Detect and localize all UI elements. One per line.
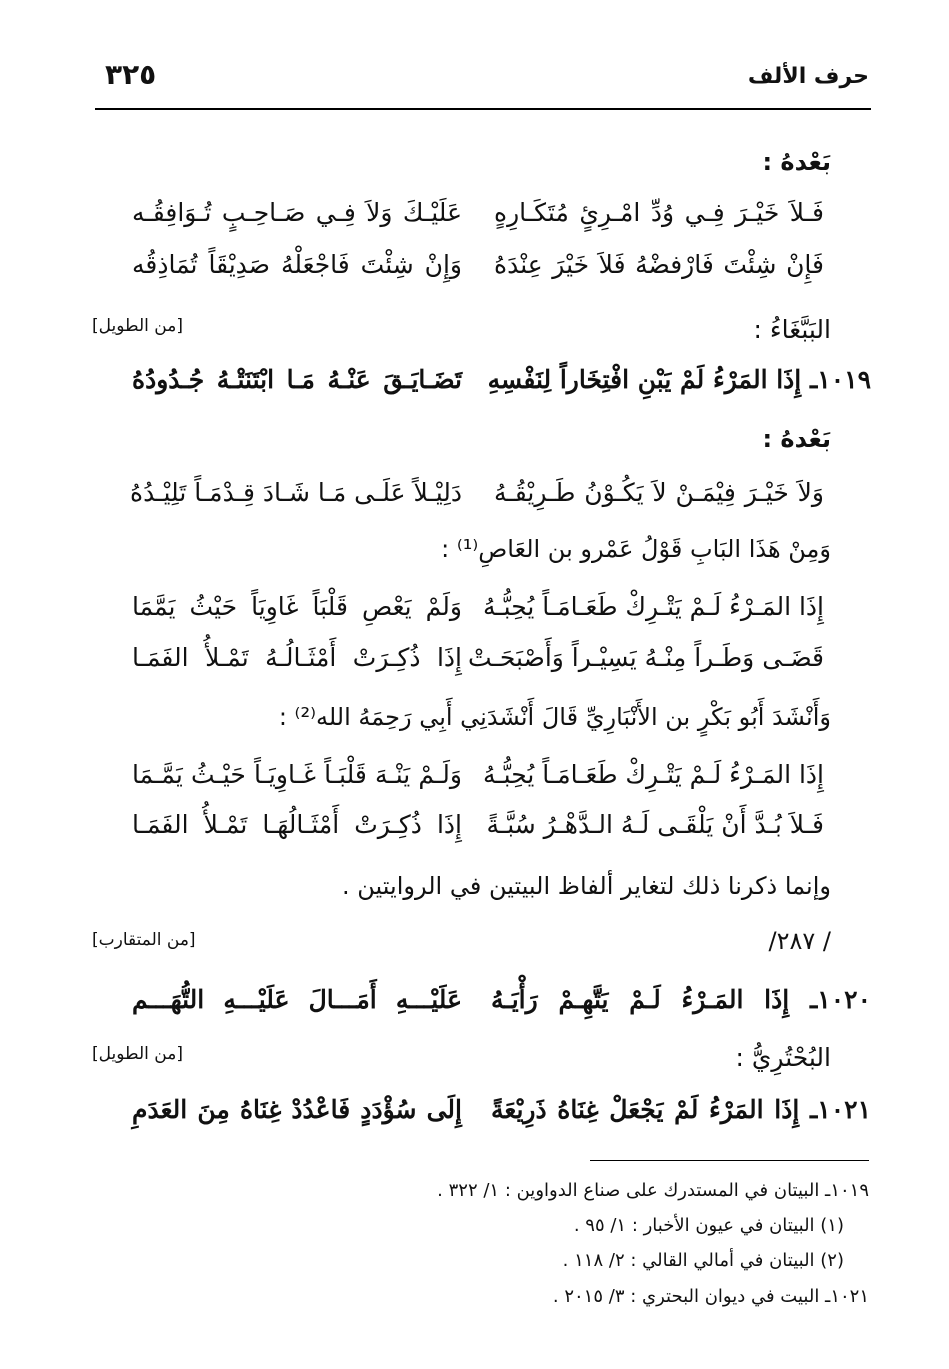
page-number: ٣٢٥ bbox=[105, 58, 157, 91]
verse-hemistich-left: وَلَمْ يَعْصِ قَلْبَاً غَاوِيَاً حَيْثُ يَمَّمَا bbox=[132, 592, 462, 621]
verse-hemistich-left: إِذَا ذُكِـرَتْ أَمْثَـالُـهُ تَمْـلأُ الفَمَـا bbox=[132, 643, 462, 672]
prose-line: وإنما ذكرنا ذلك لتغاير ألفاظ البيتين في الروايتين . bbox=[342, 872, 831, 900]
footnote-rule bbox=[590, 1160, 869, 1161]
footnote: ١٠١٩ـ البيتان في المستدرك على صناع الدواوين : ١/ ٣٢٢ . bbox=[437, 1180, 869, 1201]
verse-hemistich-left: إِذَا ذُكِـرَتْ أَمْثَـالُهَـا تَمْـلأُ الفَمَـا bbox=[132, 810, 462, 839]
verse-hemistich-right: فَـلاَ بُـدَّ أَنْ يَلْقَـى لَـهُ الـدَّهْـرُ سُبَّـةً bbox=[486, 810, 824, 839]
footnote: (٢) البيتان في أمالي القالي : ٢/ ١١٨ . bbox=[562, 1250, 844, 1271]
verse-hemistich-left: دَلِيْـلاً عَلَـى مَـا شَـادَ قِـدْمَـاً تَلِيْـدُهُ bbox=[129, 478, 462, 507]
footnote: ١٠٢١ـ البيت في ديوان البحتري : ٣/ ٢٠١٥ . bbox=[552, 1286, 869, 1307]
meter-label: [من الطويل] bbox=[92, 1044, 183, 1064]
numbered-verse-left: عَلَيْـــهِ أَمَـــالَ عَلَيْـــهِ التُّهَـــم bbox=[132, 985, 462, 1014]
numbered-verse-left: تَضَـايَـقَ عَنْـهُ مَـا ابْتَنَتْـهُ جُـدُودُهُ bbox=[132, 365, 462, 394]
header-rule bbox=[95, 108, 871, 110]
meter-label: [من المتقارب] bbox=[92, 930, 196, 950]
verse-hemistich-right: إِذَا المَـرْءُ لَـمْ يَتْـرِكْ طَعَـامَـاً يُحِبُّـهُ bbox=[482, 760, 824, 789]
verse-hemistich-right: إِذَا المَـرْءُ لَـمْ يَتْـرِكْ طَعَـامَـاً يُحِبُّـهُ bbox=[482, 592, 824, 621]
footnote: (١) البيتان في عيون الأخبار : ١/ ٩٥ . bbox=[573, 1215, 844, 1236]
poet-name: البَبَّغَاءُ : bbox=[753, 315, 831, 344]
numbered-verse-right: ١٠٢١ـ إِذَا المَرْءُ لَمْ يَجْعَلْ غِنَاهُ ذَرِيْعَةً bbox=[491, 1095, 871, 1124]
verse-hemistich-left: وَإِنْ شِئْتَ فَاجْعَلْهُ صَدِيْقَاً تُمَاذِقُه bbox=[132, 250, 462, 279]
verse-intro: بَعْدهُ : bbox=[762, 425, 831, 453]
verse-hemistich-right: فَـلاَ خَيْـرَ فِـي وُدِّ امْـرِئٍ مُتَكَـارِهٍ bbox=[494, 198, 824, 227]
verse-hemistich-right: قَضَـى وَطَـراً مِنْـهُ يَسِيْـراً وَأَصْبَحَـتْ bbox=[468, 643, 824, 672]
prose-line: وَمِنْ هَذَا البَابِ قَوْلُ عَمْرو بن العَاصِ⁽¹⁾ : bbox=[441, 535, 831, 563]
prose-line: وَأَنْشَدَ أَبُو بَكْرٍ بن الأَنْبَارِيِّ قَالَ أَنْشَدَنِي أَبِي رَحِمَهُ الله⁽²⁾ : bbox=[278, 703, 831, 731]
verse-hemistich-left: وَلَـمْ يَنْـهَ قَلْبَـاً غَـاوِيَـاً حَيْـثُ يَمَّـمَا bbox=[132, 760, 462, 789]
verse-hemistich-right: فَإِنْ شِئْتَ فَارْفضْهُ فَلاَ خَيْرَ عِنْدَهُ bbox=[494, 250, 824, 279]
numbered-verse-left: إِلَى سُؤْدَدٍ فَاعْدُدْ غِنَاهُ مِنَ العَدَمِ bbox=[132, 1095, 462, 1124]
numbered-verse-right: ١٠٢٠ـ إِذَا المَـرْءُ لَـمْ يَتَّهِـمْ رَأْيَـهُ bbox=[491, 985, 871, 1014]
meter-label: [من الطويل] bbox=[92, 316, 183, 336]
verse-hemistich-right: وَلاَ خَيْـرَ فِيْمَـنْ لاَ يَكُـوْنُ طَـرِيْقُـهُ bbox=[494, 478, 824, 507]
page-header bbox=[95, 58, 869, 96]
verse-hemistich-left: عَلَيْـكَ وَلاَ فِـي صَـاحِـبٍ تُـوَافِقُـه bbox=[132, 198, 462, 227]
folio-marker: / ٢٨٧/ bbox=[768, 927, 831, 955]
numbered-verse-right: ١٠١٩ـ إِذَا المَرْءُ لَمْ يَبْنِ افْتِخَاراً لِنَفْسِهِ bbox=[487, 365, 871, 394]
chapter-title: حرف الألف bbox=[747, 64, 869, 89]
poet-name: البُحْتُرِيُّ : bbox=[735, 1043, 831, 1072]
verse-intro: بَعْدهُ : bbox=[762, 148, 831, 176]
